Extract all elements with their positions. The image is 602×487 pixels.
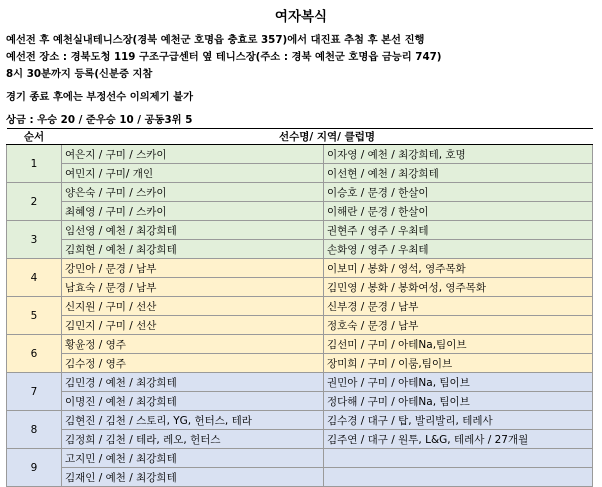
table-body bbox=[7, 145, 593, 487]
header-order: 순서 bbox=[7, 129, 62, 145]
table-row bbox=[7, 392, 593, 411]
table-header-row bbox=[7, 129, 593, 145]
table-row bbox=[7, 240, 593, 259]
info-prize: 상금 : 우승 20 / 준우승 10 / 공동3위 5 bbox=[6, 114, 193, 126]
group-number: 9 bbox=[7, 449, 62, 487]
table-row bbox=[7, 183, 593, 202]
group-number: 8 bbox=[7, 411, 62, 449]
table-row bbox=[7, 411, 593, 430]
player-right bbox=[324, 449, 593, 468]
player-right: 정다해 / 구미 / 아테Na, 팀이브 bbox=[324, 392, 593, 411]
player-left: 김재인 / 예천 / 최강희테 bbox=[62, 468, 324, 487]
player-left: 김민지 / 구미 / 선산 bbox=[62, 316, 324, 335]
table-row bbox=[7, 259, 593, 278]
table-row bbox=[7, 449, 593, 468]
table-row bbox=[7, 297, 593, 316]
table-row bbox=[7, 278, 593, 297]
info-rule: 경기 종료 후에는 부정선수 이의제기 불가 bbox=[6, 91, 194, 103]
group-number: 3 bbox=[7, 221, 62, 259]
table-row bbox=[7, 335, 593, 354]
player-left: 남효숙 / 문경 / 남부 bbox=[62, 278, 324, 297]
group-number: 1 bbox=[7, 145, 62, 183]
group-number: 4 bbox=[7, 259, 62, 297]
table-row bbox=[7, 221, 593, 240]
table-row bbox=[7, 373, 593, 392]
table-row bbox=[7, 316, 593, 335]
group-number: 5 bbox=[7, 297, 62, 335]
header-players: 선수명/ 지역/ 클럽명 bbox=[62, 129, 593, 145]
draw-table bbox=[6, 128, 593, 487]
player-right: 김민영 / 봉화 / 봉화여성, 영주목화 bbox=[324, 278, 593, 297]
player-left: 양은숙 / 구미 / 스카이 bbox=[62, 183, 324, 202]
player-right: 신부경 / 문경 / 남부 bbox=[324, 297, 593, 316]
group-number: 6 bbox=[7, 335, 62, 373]
player-left: 김수정 / 영주 bbox=[62, 354, 324, 373]
player-right: 이해란 / 문경 / 한살이 bbox=[324, 202, 593, 221]
player-right: 손화영 / 영주 / 우최테 bbox=[324, 240, 593, 259]
player-left: 김현진 / 김천 / 스토리, YG, 헌터스, 테라 bbox=[62, 411, 324, 430]
info-venue-prelim: 예선전 장소 : 경북도청 119 구조구급센터 옆 테니스장(주소 : 경북 예천군 호명읍 금능리 747) bbox=[6, 51, 442, 63]
info-registration: 8시 30분까지 등록(신분증 지참 bbox=[6, 68, 153, 80]
player-left: 김정희 / 김천 / 테라, 레오, 헌터스 bbox=[62, 430, 324, 449]
player-right: 권현주 / 영주 / 우최테 bbox=[324, 221, 593, 240]
player-left: 임선영 / 예천 / 최강희테 bbox=[62, 221, 324, 240]
table-row bbox=[7, 430, 593, 449]
player-right: 이자영 / 예천 / 최강희테, 호명 bbox=[324, 145, 593, 164]
player-left: 여민지 / 구미/ 개인 bbox=[62, 164, 324, 183]
player-left: 고지민 / 예천 / 최강희테 bbox=[62, 449, 324, 468]
player-right: 김수경 / 대구 / 탑, 발리발리, 테레사 bbox=[324, 411, 593, 430]
group-number: 7 bbox=[7, 373, 62, 411]
player-left: 황윤정 / 영주 bbox=[62, 335, 324, 354]
player-right: 장미희 / 구미 / 이룸,팀이브 bbox=[324, 354, 593, 373]
table-row bbox=[7, 354, 593, 373]
table-row bbox=[7, 468, 593, 487]
player-right: 김주연 / 대구 / 원투, L&G, 테레사 / 27개월 bbox=[324, 430, 593, 449]
info-venue-main: 예선전 후 예천실내테니스장(경북 예천군 호명읍 충효로 357)에서 대진표 추첨 후 본선 진행 bbox=[6, 34, 425, 46]
table-row bbox=[7, 202, 593, 221]
player-left: 강민아 / 문경 / 남부 bbox=[62, 259, 324, 278]
player-right: 정호숙 / 문경 / 남부 bbox=[324, 316, 593, 335]
player-left: 이명진 / 예천 / 최강희테 bbox=[62, 392, 324, 411]
player-right: 이보미 / 봉화 / 영석, 영주목화 bbox=[324, 259, 593, 278]
table-row bbox=[7, 145, 593, 164]
page-title: 여자복식 bbox=[274, 9, 328, 25]
player-right: 이선현 / 예천 / 최강희테 bbox=[324, 164, 593, 183]
player-left: 신지원 / 구미 / 선산 bbox=[62, 297, 324, 316]
player-left: 최혜영 / 구미 / 스카이 bbox=[62, 202, 324, 221]
player-right bbox=[324, 468, 593, 487]
group-number: 2 bbox=[7, 183, 62, 221]
player-right: 이승호 / 문경 / 한살이 bbox=[324, 183, 593, 202]
player-left: 여은지 / 구미 / 스카이 bbox=[62, 145, 324, 164]
table-row bbox=[7, 164, 593, 183]
player-right: 김선미 / 구미 / 아테Na,팀이브 bbox=[324, 335, 593, 354]
player-left: 김희현 / 예천 / 최강희테 bbox=[62, 240, 324, 259]
player-left: 김민경 / 예천 / 최강희테 bbox=[62, 373, 324, 392]
player-right: 권민아 / 구미 / 아테Na, 팀이브 bbox=[324, 373, 593, 392]
